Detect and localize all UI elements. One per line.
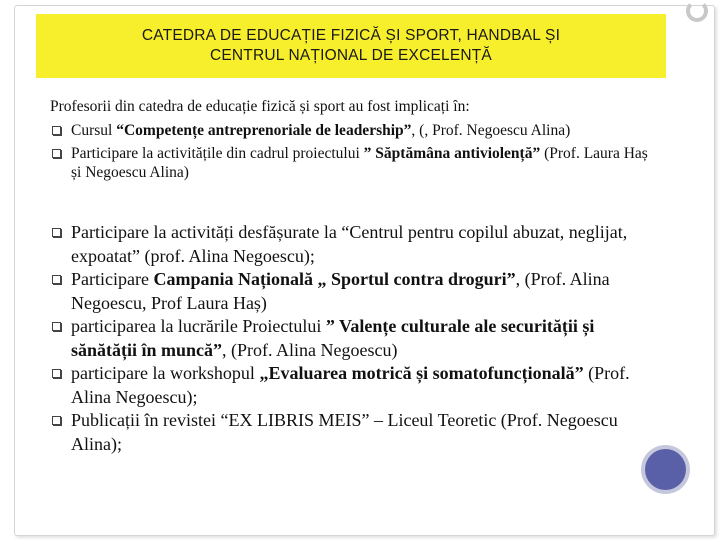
slide-title [142,26,560,66]
list-item: participare la workshopul „Evaluarea motrică și somatofuncțională” (Prof. Alina Negoescu); [50,362,660,409]
square-bullet-icon [52,149,61,158]
list-item: Participare Campania Națională „ Sportul contra droguri”, (Prof. Alina Negoescu, Prof Laura Haș) [50,268,660,315]
square-bullet-icon [52,228,61,237]
square-bullet-icon [52,416,61,425]
title-line-2: CENTRUL NAȚIONAL DE EXCELENȚĂ [209,47,492,64]
square-bullet-icon [52,369,61,378]
list-item: Cursul “Competențe antreprenoriale de leadership”, (, Prof. Negoescu Alina) [50,121,660,141]
list-item: participarea la lucrările Proiectului ” Valențe culturale ale securității și sănătății în muncă”, (Prof. Alina Negoescu) [50,315,660,362]
square-bullet-icon [52,322,61,331]
title-banner [36,14,666,78]
list-item: Publicații în revistei “EX LIBRIS MEIS” – Liceul Teoretic (Prof. Negoescu Alina); [50,409,660,456]
list-item: Participare la activitățile din cadrul proiectului ” Săptămâna antiviolență” (Prof. Laura Haș și Negoescu Alina) [50,144,660,183]
circle-decoration [645,449,686,490]
square-bullet-icon [52,275,61,284]
intro-text: Profesorii din catedra de educație fizică și sport au fost implicați în: [50,98,470,115]
square-bullet-icon [52,126,61,135]
activity-list-large [50,221,660,456]
activity-list-small [50,121,660,186]
list-item: Participare la activități desfășurate la “Centrul pentru copilul abuzat, neglijat, expoatat” (prof. Alina Negoescu); [50,221,660,268]
corner-ring-decoration [686,0,708,22]
title-line-1: CATEDRA DE EDUCAȚIE FIZICĂ ȘI SPORT, HANDBAL ȘI [141,27,561,44]
